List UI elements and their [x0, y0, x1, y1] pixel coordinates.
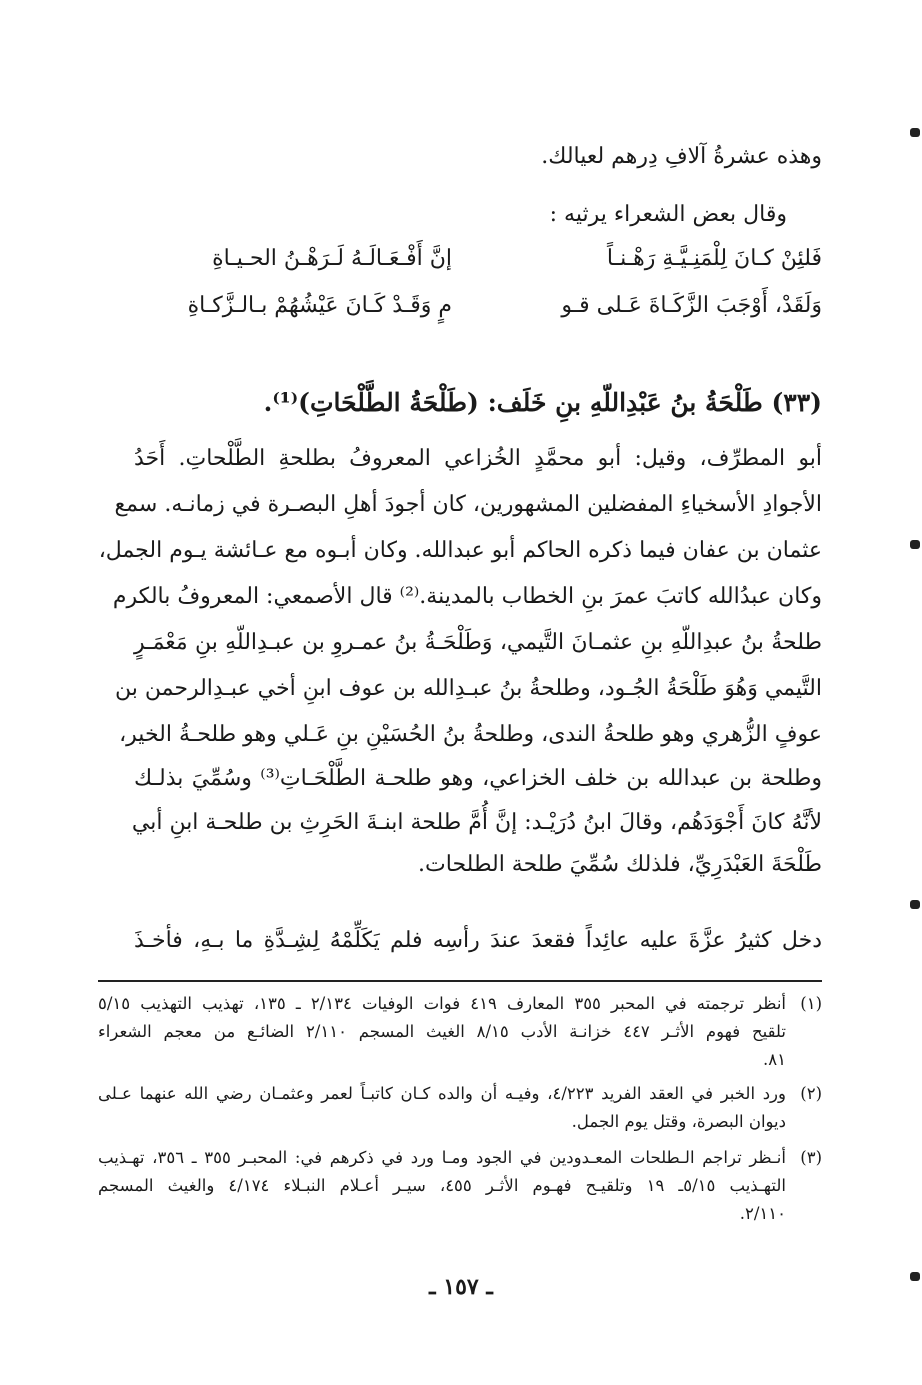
footnote-line: ورد الخبر في العقد الفريد ٤/٢٢٣، وفيـه أن والده كـان كاتبـاً لعمر وعثمـان رضي الله عنهما عـلى [98, 1084, 786, 1103]
footnote-number: (٢) [800, 1084, 822, 1103]
scan-edge-mark [910, 540, 920, 549]
body-line: عثمان بن عفان فيما ذكره الحاكم أبو عبدالله. وكان أبـوه مع عـائشة يـوم الجمل، [98, 538, 822, 563]
page-number: ـ ١٥٧ ـ [429, 1274, 493, 1300]
body-line-continued: دخل كثيرُ عزَّةَ عليه عائِداً فقعدَ عندَ رأسِه فلم يَكَلِّمْهُ لِشِـدَّةِ ما بـهِ، فأخـذَ [134, 928, 822, 953]
intro-line: وهذه عشرةُ آلافِ دِرهم لعيالك. [541, 144, 822, 169]
body-line: التَّيمي وَهُوَ طَلْحَةُ الجُـود، وطلحةُ بنُ عبـدِالله بن عوف ابنِ أخي عبـدِالرحمن بن [115, 676, 822, 701]
footnote-number: (١) [800, 994, 822, 1013]
verse-hemistich-right: وَلَقَدْ، أَوْجَبَ الزَّكَـاةَ عَـلى قـو [561, 293, 822, 318]
footnote-line: تلقيح فهوم الأثـر ٤٤٧ خزانـة الأدب ٨/١٥ الغيث المسجم ٢/١١٠ الضائـع من معجم الشعراء [98, 1022, 786, 1041]
body-line: وكان عبدُالله كاتبَ عمرَ بنِ الخطاب بالمدينة.⁽²⁾ قال الأصمعي: المعروفُ بالكرم [112, 584, 822, 609]
footnote-line: ديوان البصرة، وقتل يوم الجمل. [571, 1112, 786, 1131]
verse-hemistich-left: إنَّ أَفْـعَـالَـهُ لَـرَهْـنُ الحـيـاةِ [212, 246, 452, 271]
body-line: الأجوادِ الأسخياءِ المفضلين المشهورين، كان أجودَ أهلِ البصـرة في زمانـه. سمع [114, 492, 822, 517]
footnote-line: التهـذيب ٥/١٥ـ ١٩ وتلقيـح فهـوم الأثـر ٤٥٥، سيـر أعـلام النبـلاء ٤/١٧٤ والغيث المسجم [98, 1176, 786, 1195]
body-line: عوفٍ الزُّهري وهو طلحةُ الندى، وطلحةُ بنُ الحُسَيْنِ بنِ عَـلي وهو طلحـةُ الخير، [119, 722, 822, 747]
body-line: طلحةُ بنُ عبدِاللّهِ بنِ عثمـانَ التَّيمي، وَطَلْحَـةُ بنُ عمـروِ بن عبـدِاللّهِ بنِ مَعْمَـرٍ [134, 630, 822, 655]
entry-heading: (٣٣) طَلْحَةُ بنُ عَبْدِاللّهِ بنِ خَلَف: (طَلْحَةُ الطَّلْحَاتِ)⁽¹⁾. [263, 388, 822, 417]
footnote-rule [98, 980, 822, 982]
scan-edge-mark [910, 1272, 920, 1281]
footnote-line: ٨١. [763, 1050, 786, 1069]
poet-intro: وقال بعض الشعراء يرثيه : [549, 202, 787, 227]
body-line: أبو المطرِّف، وقيل: أبو محمَّدٍ الخُزاعي المعروفُ بطلحةِ الطَّلْحاتِ. أَحَدُ [134, 446, 822, 471]
footnote-line: ٢/١١٠. [739, 1204, 786, 1223]
scan-edge-mark [910, 900, 920, 909]
footnote-line: أنظر ترجمته في المحبر ٣٥٥ المعارف ٤١٩ فوات الوفيات ٢/١٣٤ ـ ١٣٥، تهذيب التهذيب ٥/١٥ [98, 994, 786, 1013]
scan-edge-mark [910, 128, 920, 137]
verse-hemistich-right: فَلئِنْ كـانَ لِلْمَنِـيَّـةِ رَهْـنـاً [606, 246, 822, 271]
body-line: وطلحة بن عبدالله بن خلف الخزاعي، وهو طلحـة الطَّلْحَـاتِ⁽³⁾ وسُمِّيَ بذلـك [134, 766, 822, 791]
verse-hemistich-left: مٍ وَقَـدْ كَـانَ عَيْشُهُمْ بـالـزَّكـاةِ [187, 293, 452, 318]
footnote-number: (٣) [800, 1148, 822, 1167]
footnote-line: أنـظر تراجم الـطلحات المعـدودين في الجود ومـا ورد في ذكرهم في: المحبـر ٣٥٥ ـ ٣٥٦، تهـذيب [98, 1148, 786, 1167]
body-line: لأنَّهُ كانَ أَجْوَدَهُم، وقالَ ابنُ دُرَيْـد: إنَّ أُمَّ طلحة ابنـةَ الحَرِثِ بن طلحـة ابنِ أبي [131, 810, 822, 835]
body-line: طَلْحَةَ العَبْدَرِيِّ، فلذلك سُمِّيَ طلحة الطلحات. [418, 852, 822, 877]
